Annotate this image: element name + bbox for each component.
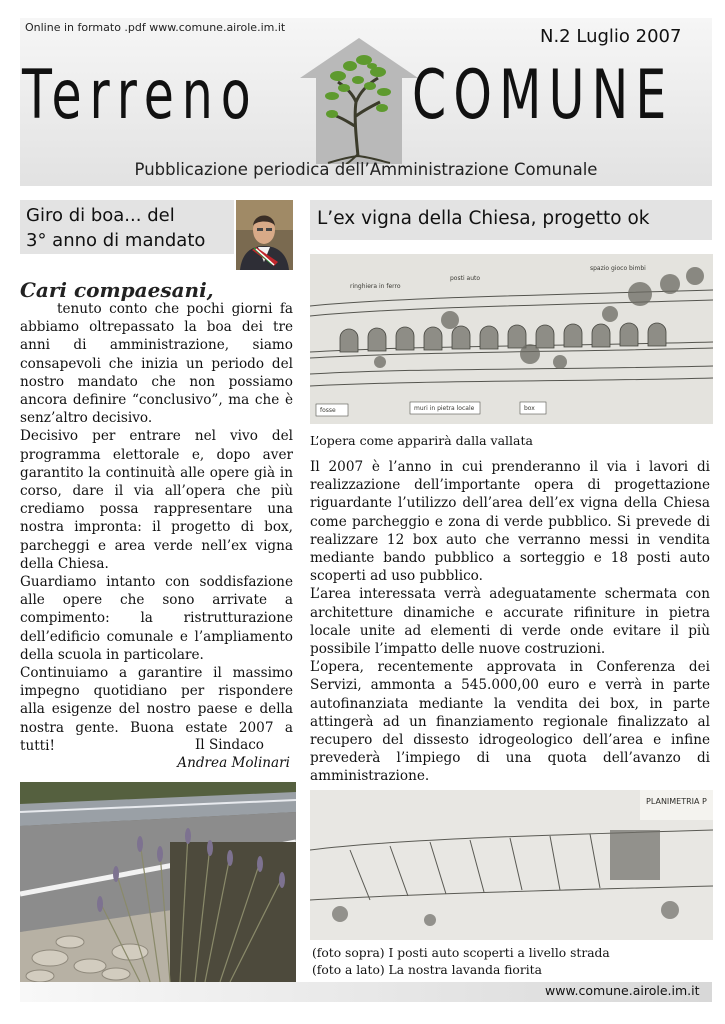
mayor-photo: [236, 200, 293, 270]
lavender-photo: [20, 782, 296, 982]
left-heading-line1: Giro di boa... del: [26, 205, 175, 226]
masthead-subtitle: Pubblicazione periodica dell’Amministrazione Comunale: [134, 160, 598, 179]
house-tree-logo: [298, 36, 420, 164]
left-heading-line2: 3° anno di mandato: [26, 230, 206, 251]
caption-lavender: (foto a lato) La nostra lavanda fiorita: [312, 962, 542, 977]
plan1-label: ringhiera in ferro: [350, 283, 401, 290]
site-plan-drawing: [310, 790, 713, 940]
article-paragraph: Il 2007 è l’anno in cui prenderanno il via i lavori di realizzazione dell’importante opera di progettazione riguardante l’utilizzo dell’area dell’ex vigna della Chiesa come parcheggio e zona di verde pubblico. Si prevede di realizzare 12 box auto che verranno messi in vendita mediante bando pubblico a sorteggio e 18 posti auto scoperti ad uso pubblico.: [310, 459, 710, 585]
letter-greeting: Cari compaesani,: [20, 278, 214, 302]
letter-body: [20, 300, 293, 755]
plan1-label: muri in pietra locale: [414, 405, 475, 412]
plan1-label: box: [524, 405, 535, 412]
signature-role: Il Sindaco: [194, 737, 264, 753]
right-heading: L’ex vigna della Chiesa, progetto ok: [317, 208, 650, 229]
plan1-label: posti auto: [450, 275, 481, 282]
masthead-title-right: COMUNE: [412, 56, 674, 135]
issue-number: N.2 Luglio 2007: [540, 26, 682, 47]
article-paragraph: L’opera, recentemente approvata in Conferenza dei Servizi, ammonta a 545.000,00 euro e verrà in parte autofinanziata mediante la vendita dei box, in parte attingerà ad un finanziamento regionale finalizzato al recupero del dissesto idrogeologico dell’area e infine prevederà l’impiego di una quota dell’avanzo di amministrazione.: [310, 659, 710, 785]
letter-paragraph: tenuto conto che pochi giorni fa abbiamo oltrepassato la boa dei tre anni di amministrazione, siamo consapevoli che inizia un periodo del nostro mandato che non possiamo ancora definire “conclusivo”, ma che è senz’altro decisivo.: [20, 301, 293, 427]
masthead-title-left: Terreno: [22, 56, 259, 135]
letter-paragraph: Continuiamo a garantire il massimo impegno quotidiano per rispondere alla esigenze del nostro paese e della nostra gente. Buona estate 2007 a tutti!: [20, 665, 293, 754]
letter-paragraph: Decisivo per entrare nel vivo del programma elettorale e, dopo aver garantito la continuità alle opere già in corso, dare il via all’opera che più crediamo possa rappresentare una nostra impronta: il progetto di box, parcheggi e area verde nell’ex vigna della Chiesa.: [20, 428, 293, 572]
caption-parking: (foto sopra) I posti auto scoperti a livello strada: [312, 946, 610, 960]
plan2-label: PLANIMETRIA P: [646, 797, 707, 806]
photo-captions: [312, 945, 610, 978]
left-heading: [26, 203, 205, 253]
caption-elevation: L’opera come apparirà dalla vallata: [310, 433, 533, 448]
article-paragraph: L’area interessata verrà adeguatamente schermata con architetture dinamiche e accurate rifiniture in pietra locale unite ad elementi di verde onde evitare il più possibile l’impatto delle nuove costruzioni.: [310, 586, 710, 658]
plan1-label: spazio gioco bimbi: [590, 265, 646, 272]
online-note: Online in formato .pdf www.comune.airole.im.it: [25, 21, 286, 34]
signature-name: Andrea Molinari: [177, 755, 290, 771]
plan1-label: fosse: [320, 407, 336, 414]
article-body: [310, 458, 710, 786]
project-elevation-drawing: [310, 254, 713, 424]
footer-url[interactable]: www.comune.airole.im.it: [545, 983, 700, 998]
letter-paragraph: Guardiamo intanto con soddisfazione alle opere che sono arrivate a compimento: la ristrutturazione dell’edificio comunale e l’ampliamento della scuola in particolare.: [20, 574, 293, 663]
